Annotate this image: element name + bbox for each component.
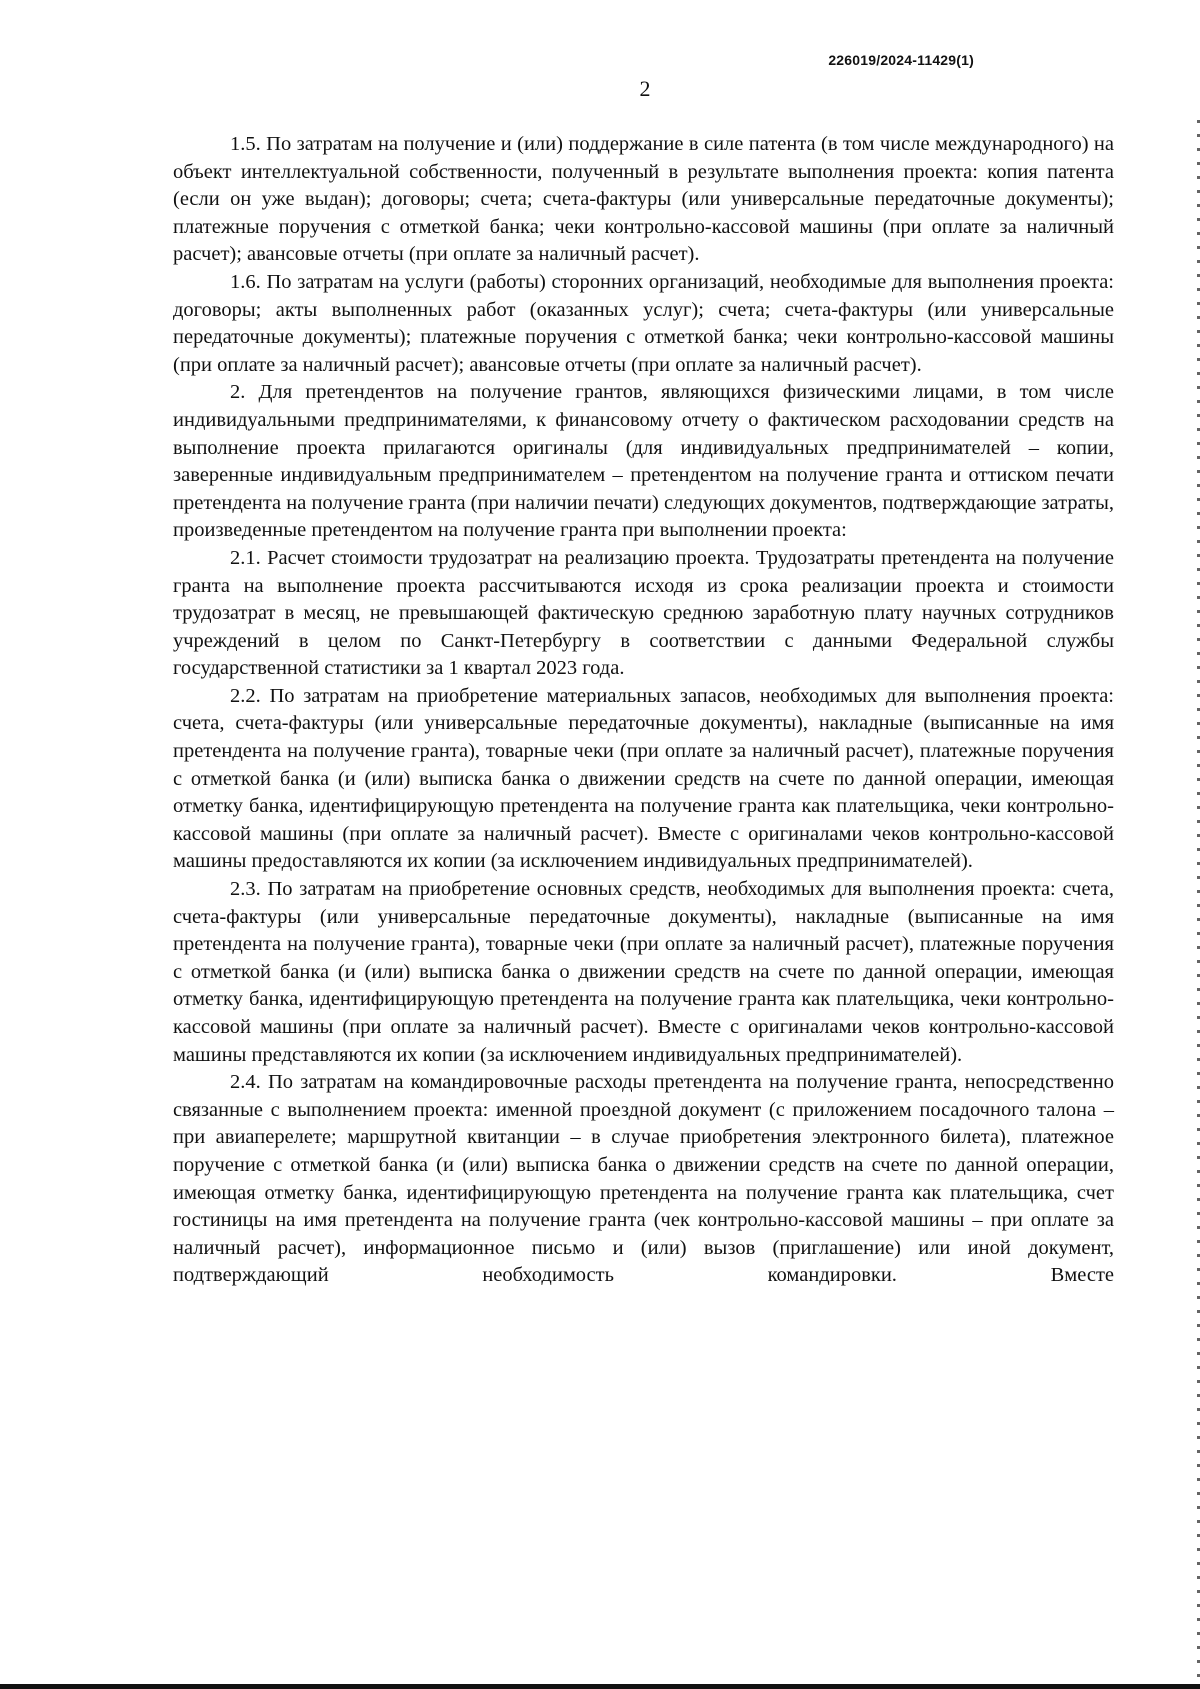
page-number: 2 [639, 76, 651, 101]
paragraph-2-2: 2.2. По затратам на приобретение материальных запасов, необходимых для выполнения проекта: счета, счета-фактуры (или универсальные передаточные документы), накладные (выписанные на имя претендента на получение гранта), товарные чеки (при оплате за наличный расчет), платежные поручения с отметкой банка (и (или) выписка банка о движении средств на счете по данной операции, имеющая отметку банка, идентифицирующую претендента на получение гранта как плательщика, чеки контрольно-кассовой машины (при оплате за наличный расчет). Вместе с оригиналами чеков контрольно-кассовой машины предоставляются их копии (за исключением индивидуальных предпринимателей). [173, 684, 1114, 873]
paragraph-2: 2. Для претендентов на получение грантов, являющихся физическими лицами, в том числе индивидуальными предпринимателями, к финансовому отчету о фактическом расходовании средств на выполнение проекта прилагаются оригиналы (для индивидуальных предпринимателей – копии, заверенные индивидуальным предпринимателем – претендентом на получение гранта и оттиском печати претендента на получение гранта (при наличии печати) следующих документов, подтверждающие затраты, произведенные претендентом на получение гранта при выполнении проекта: [173, 381, 1114, 542]
document-registration-number: 226019/2024-11429(1) [828, 52, 974, 68]
paragraph-1-5: 1.5. По затратам на получение и (или) поддержание в силе патента (в том числе международного) на объект интеллектуальной собственности, полученный в результате выполнения проекта: копия патента (если он уже выдан); договоры; счета; счета-фактуры (или универсальные передаточные документы); платежные поручения с отметкой банка; чеки контрольно-кассовой машины (при оплате за наличный расчет); авансовые отчеты (при оплате за наличный расчет). [173, 133, 1114, 266]
scan-edge-bottom [0, 1684, 1200, 1689]
paragraph-2-4: 2.4. По затратам на командировочные расходы претендента на получение гранта, непосредственно связанные с выполнением проекта: именной проездной документ (с приложением посадочного талона – при авиаперелете; маршрутной квитанции – в случае приобретения электронного билета), платежное поручение с отметкой банка (и (или) выписка банка о движении средств на счете по данной операции, имеющая отметку банка, идентифицирующую претендента на получение гранта как плательщика, счет гостиницы на имя претендента на получение гранта (чек контрольно-кассовой машины – при оплате за наличный расчет), информационное письмо и (или) вызов (приглашение) или иной документ, подтверждающий необходимость командировки. Вместе [173, 1071, 1114, 1287]
paragraph-2-1: 2.1. Расчет стоимости трудозатрат на реализацию проекта. Трудозатраты претендента на получение гранта на выполнение проекта рассчитываются исходя из срока реализации проекта и стоимости трудозатрат в месяц, не превышающей фактическую среднюю заработную плату научных сотрудников учреждений в целом по Санкт-Петербургу в соответствии с данными Федеральной службы государственной статистики за 1 квартал 2023 года. [173, 546, 1114, 680]
document-body [173, 131, 1114, 1290]
paragraph-2-3: 2.3. По затратам на приобретение основных средств, необходимых для выполнения проекта: счета, счета-фактуры (или универсальные передаточные документы), накладные (выписанные на имя претендента на получение гранта), товарные чеки (при оплате за наличный расчет), платежные поручения с отметкой банка (и (или) выписка банка о движении средств на счете по данной операции, имеющая отметку банка, идентифицирующую претендента на получение гранта как плательщика, чеки контрольно-кассовой машины (при оплате за наличный расчет). Вместе с оригиналами чеков контрольно-кассовой машины представляются их копии (за исключением индивидуальных предпринимателей). [173, 878, 1114, 1066]
paragraph-1-6: 1.6. По затратам на услуги (работы) сторонних организаций, необходимые для выполнения проекта: договоры; акты выполненных работ (оказанных услуг); счета; счета-фактуры (или универсальные передаточные документы); платежные поручения с отметкой банка; чеки контрольно-кассовой машины (при оплате за наличный расчет); авансовые отчеты (при оплате за наличный расчет). [173, 270, 1114, 376]
